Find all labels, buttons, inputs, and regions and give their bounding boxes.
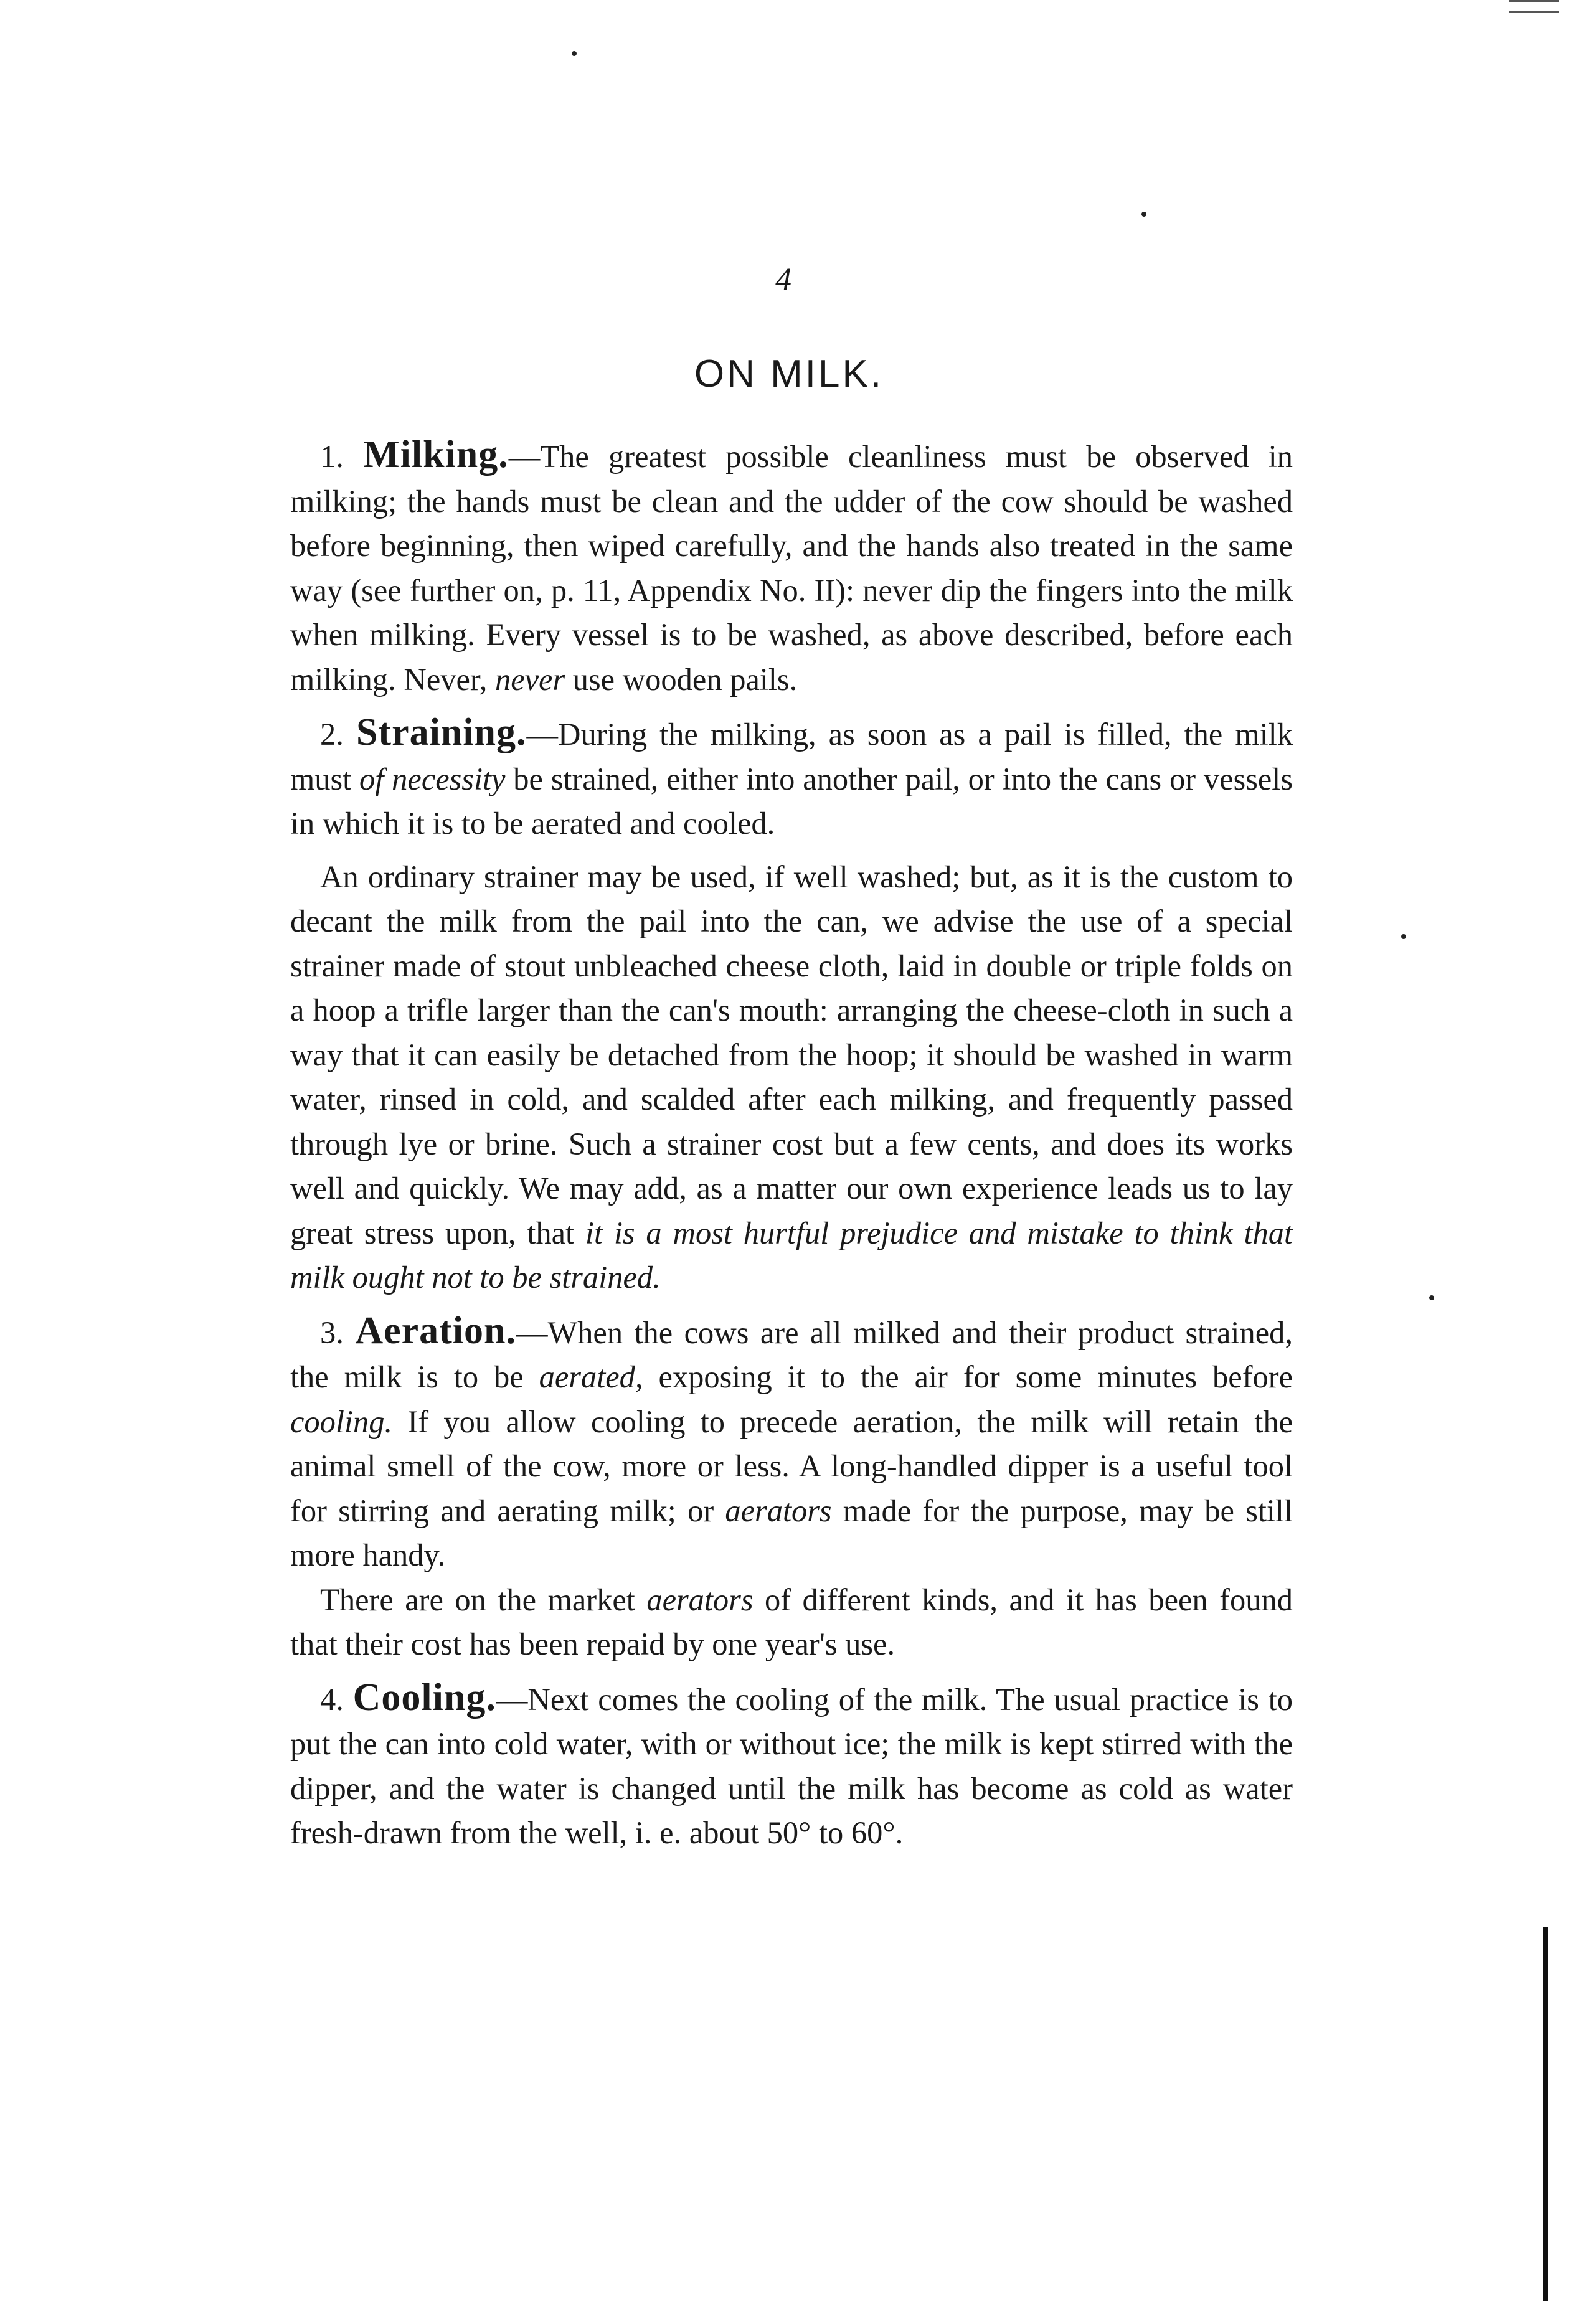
speck xyxy=(572,51,577,56)
italic-text: aerated, xyxy=(539,1359,643,1394)
section-heading: Milking. xyxy=(363,433,509,476)
page-title: ON MILK. xyxy=(694,352,884,395)
paragraph-text: —During the milking, as soon as a pail is filled, the milk must xyxy=(290,717,1293,796)
paragraph-text: —When the cows are all milked and their product strained, the milk is to be xyxy=(290,1315,1293,1394)
paragraph-aerators xyxy=(290,1578,1293,1667)
section-heading: Straining. xyxy=(356,711,527,753)
speck xyxy=(1429,1295,1434,1300)
scan-edge-bar xyxy=(1543,1927,1548,2301)
paragraph-text: made for the purpose, may be still more handy. xyxy=(290,1493,1293,1572)
section-heading: Aeration. xyxy=(355,1309,516,1352)
italic-text: cooling. xyxy=(290,1404,393,1439)
italic-text: aerators xyxy=(725,1493,832,1528)
section-number: 1. xyxy=(320,439,364,474)
section-heading: Cooling. xyxy=(352,1676,496,1719)
body-text xyxy=(290,433,1293,1856)
paragraph-text: —The greatest possible cleanliness must be observed in milking; the hands must be clean and the udder of the cow should be washed before beginning, then wiped carefully, and the hands also treated in the same way (see further on, p. 11, Appendix No. II): never dip the fingers into the milk when milking. Every vessel is to be washed, as above described, before each milking. Never, xyxy=(290,439,1293,697)
italic-text: it is a most hurtful prejudice and mistake to think that milk ought not to be strained. xyxy=(290,1215,1293,1295)
paragraph-milking xyxy=(290,433,1293,702)
paragraph-straining xyxy=(290,711,1293,846)
paragraph-text: of different kinds, and it has been found that their cost has been repaid by one year's use. xyxy=(290,1582,1293,1661)
italic-text: aerators xyxy=(646,1582,754,1617)
italic-text: of necessity xyxy=(359,761,506,796)
paragraph-aeration xyxy=(290,1309,1293,1578)
paragraph-text: exposing it to the air for some minutes before xyxy=(643,1359,1293,1394)
paragraph-text: There are on the market xyxy=(320,1582,647,1617)
top-rule-2 xyxy=(1509,11,1559,13)
page-number: 4 xyxy=(775,262,791,298)
paragraph-text: —Next comes the cooling of the milk. The usual practice is to put the can into cold water, with or without ice; the milk is kept stirred with the dipper, and the water is changed until the milk has become as cold as water fresh-drawn from the well, i. e. about 50° to 60°. xyxy=(290,1681,1293,1850)
paragraph-strainer xyxy=(290,855,1293,1300)
speck xyxy=(1141,212,1146,217)
section-number: 3. xyxy=(320,1315,356,1350)
paragraph-text: be strained, either into another pail, or into the cans or vessels in which it is to be aerated and cooled. xyxy=(290,761,1293,841)
speck xyxy=(1401,934,1406,939)
paragraph-text: An ordinary strainer may be used, if well washed; but, as it is the custom to decant the milk from the pail into the can, we advise the use of a special strainer made of stout unbleached cheese cloth, laid in double or triple folds on a hoop a trifle larger than the can's mouth: arranging the cheese-cloth in such a way that it can easily be detached from the hoop; it should be washed in warm water, rinsed in cold, and scalded after each milking, and frequently passed through lye or brine. Such a strainer cost but a few cents, and does its works well and quickly. We may add, as a matter our own experience leads us to lay great stress upon, that xyxy=(290,859,1293,1250)
paragraph-text: use wooden pails. xyxy=(565,661,798,697)
italic-text: never xyxy=(494,661,565,697)
paragraph-text: If you allow cooling to precede aeration, the milk will retain the animal smell of the cow, more or less. A long-handled dipper is a useful tool for stirring and aerating milk; or xyxy=(290,1404,1293,1528)
paragraph-cooling xyxy=(290,1676,1293,1856)
section-number: 4. xyxy=(320,1681,353,1717)
top-rule xyxy=(1509,0,1559,2)
section-number: 2. xyxy=(320,717,356,752)
